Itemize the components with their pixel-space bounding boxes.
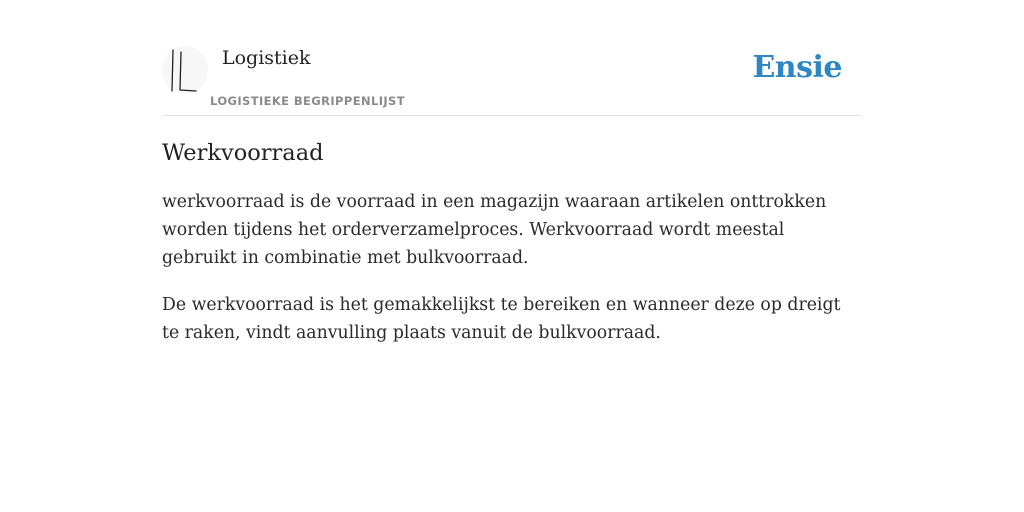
site-header [162, 44, 862, 116]
definition-paragraph: De werkvoorraad is het gemakkelijkst te bereiken en wanneer deze op dreigt te raken, vindt aanvulling plaats vanuit de bulkvoorraad. [162, 295, 841, 343]
logistiek-logo-icon[interactable] [162, 46, 208, 94]
site-name-link[interactable]: Logistiek [222, 47, 311, 69]
site-subtitle: LOGISTIEKE BEGRIPPENLIJST [210, 94, 405, 108]
page-container [162, 0, 862, 347]
definition-paragraph: werkvoorraad is de voorraad in een magazijn waaraan artikelen onttrokken worden tijdens het orderverzamelproces. Werkvoorraad wordt meestal gebruikt in combinatie met bulkvoorraad. [162, 192, 827, 268]
page-title: Werkvoorraad [162, 140, 324, 166]
ensie-brand-link[interactable]: Ensie [752, 50, 842, 85]
definition-body [162, 188, 862, 347]
